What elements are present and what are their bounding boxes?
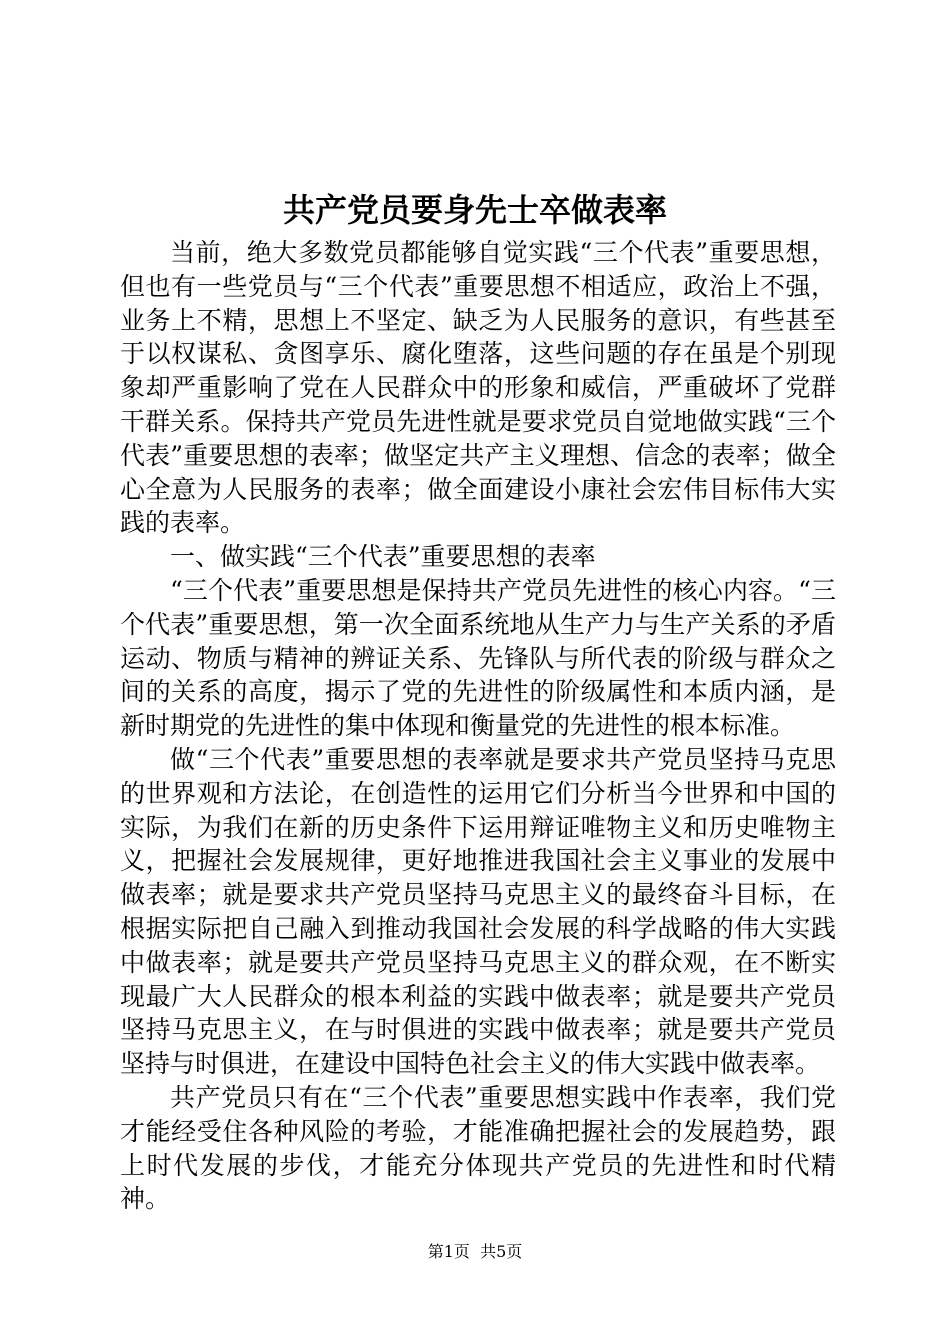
document-title: 共产党员要身先士卒做表率 [282,191,667,229]
section-heading-1: 一、做实践“三个代表”重要思想的表率 [170,542,596,572]
page-total: 共5页 [480,1242,523,1261]
paragraph-conclusion: 共产党员只有在“三个代表”重要思想实践中作表率，我们党才能经受住各种风险的考验，才能准确把握社会的发展趋势，跟上时代发展的步伐，才能充分体现共产党员的先进性和时代精神。 [120,1082,836,1214]
paragraph-core-content: “三个代表”重要思想是保持共产党员先进性的核心内容。“三个代表”重要思想，第一次全面系统地从生产力与生产关系的矛盾运动、物质与精神的辨证关系、先锋队与所代表的阶级与群众之间的关系的高度，揭示了党的先进性的阶级属性和本质内涵，是新时期党的先进性的集中体现和衡量党的先进性的根本标准。 [120,575,836,741]
paragraph-intro: 当前，绝大多数党员都能够自觉实践“三个代表”重要思想，但也有一些党员与“三个代表”重要思想不相适应，政治上不强，业务上不精，思想上不坚定、缺乏为人民服务的意识，有些甚至于以权谋私、贪图享乐、腐化堕落，这些问题的存在虽是个别现象却严重影响了党在人民群众中的形象和威信，严重破坏了党群干群关系。保持共产党员先进性就是要求党员自觉地做实践“三个代表”重要思想的表率；做坚定共产主义理想、信念的表率；做全心全意为人民服务的表率；做全面建设小康社会宏伟目标伟大实践的表率。 [120,238,836,538]
page-footer [0,1240,950,1264]
page-number: 第1页 [427,1242,470,1261]
paragraph-requirements: 做“三个代表”重要思想的表率就是要求共产党员坚持马克思的世界观和方法论，在创造性的运用它们分析当今世界和中国的实际，为我们在新的历史条件下运用辩证唯物主义和历史唯物主义，把握社会发展规律，更好地推进我国社会主义事业的发展中做表率；就是要求共产党员坚持马克思主义的最终奋斗目标，在根据实际把自己融入到推动我国社会发展的科学战略的伟大实践中做表率；就是要共产党员坚持马克思主义的群众观，在不断实现最广大人民群众的根本利益的实践中做表率；就是要共产党员坚持马克思主义，在与时俱进的实践中做表率；就是要共产党员坚持与时俱进，在建设中国特色社会主义的伟大实践中做表率。 [120,744,836,1079]
document-body [120,236,836,1216]
